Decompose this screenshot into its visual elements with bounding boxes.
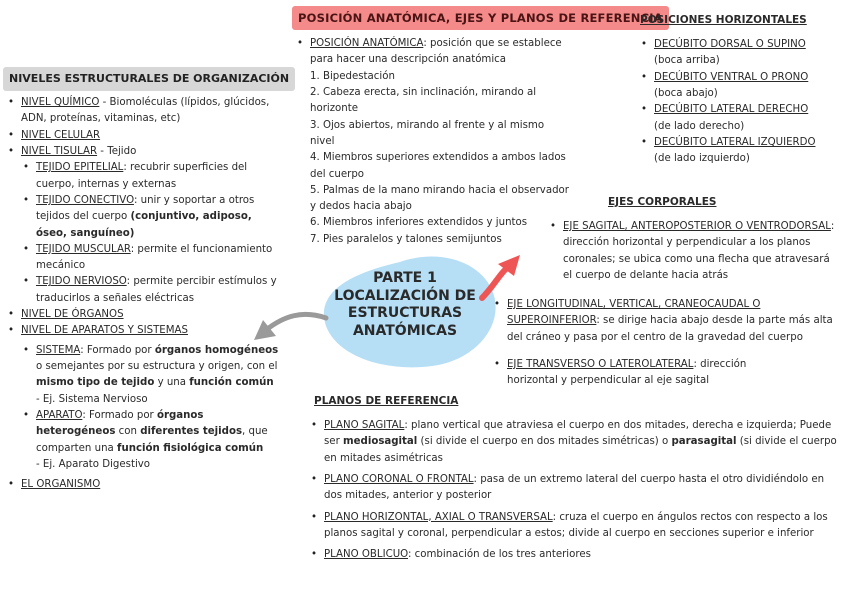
tejido-conectivo-title: TEJIDO CONECTIVO	[36, 194, 134, 206]
tejido-epitelial-title: TEJIDO EPITELIAL	[36, 162, 124, 174]
ejes-header: EJES CORPORALES	[608, 196, 717, 208]
aparato-bold-2: diferentes tejidos	[140, 426, 243, 438]
planos-list	[311, 418, 839, 564]
nivel-tisular-text: - Tejido	[97, 145, 137, 157]
tejido-muscular-text: : permite el funcionamiento mecánico	[36, 243, 273, 272]
plano-horizontal-item	[311, 510, 839, 543]
center-title-line-3: ESTRUCTURAS	[347, 305, 463, 321]
decubito-izquierdo-desc: (de lado izquierdo)	[654, 153, 750, 165]
nivel-quimico-title: NIVEL QUÍMICO	[21, 97, 100, 108]
decubito-dorsal-desc: (boca arriba)	[654, 55, 720, 67]
tejido-conectivo-text: : unir y soportar a otros tejidos del cuerpo	[36, 194, 255, 223]
center-title-line-2: LOCALIZACIÓN DE	[334, 287, 476, 304]
sistema-bold-2: mismo tipo de tejido	[36, 377, 155, 389]
decubito-ventral-desc: (boca abajo)	[654, 87, 718, 99]
posicion-step: 6. Miembros inferiores extendidos y juntos	[310, 217, 528, 229]
posicion-step: 5. Palmas de la mano mirando hacia el observador y dedos hacia abajo	[310, 184, 569, 213]
plano-coronal-item	[311, 472, 839, 505]
main-section-header: POSICIÓN ANATÓMICA, EJES Y PLANOS DE REFERENCIA	[292, 6, 669, 30]
decubito-izquierdo-title: DECÚBITO LATERAL IZQUIERDO	[654, 136, 816, 148]
center-title-line-1: PARTE 1	[373, 270, 437, 286]
posicion-anatomica-title: POSICIÓN ANATÓMICA	[310, 38, 424, 49]
tejido-nervioso-title: TEJIDO NERVIOSO	[36, 276, 127, 288]
nivel-celular-title: NIVEL CELULAR	[21, 129, 101, 141]
tejido-conectivo-types: (conjuntivo, adiposo, óseo, sanguíneo)	[36, 211, 252, 239]
eje-transverso-text: : dirección horizontal y perpendicular al eje sagital	[507, 359, 747, 387]
posicion-anatomica-text: : posición que se establece para hacer una descripción anatómica	[310, 38, 562, 66]
plano-horizontal-text: : cruza el cuerpo en ángulos rectos con respecto a los planos sagital y coronal, perpendicular a estos; divide al cuerpo en secciones superior e inferior	[324, 511, 828, 539]
posicion-step: 4. Miembros superiores extendidos a ambos lados del cuerpo	[310, 152, 566, 180]
plano-sagital-text-3: (si divide el cuerpo en mitades asimétricas	[324, 436, 837, 464]
decubito-dorsal-title: DECÚBITO DORSAL O SUPINO	[654, 39, 806, 50]
tejido-epitelial-text: : recubrir superficies del cuerpo, internas y externas	[36, 162, 248, 190]
plano-oblicuo-item	[311, 547, 839, 563]
organismo-title: EL ORGANISMO	[21, 479, 101, 491]
plano-sagital-bold-2: parasagital	[671, 436, 737, 448]
aparato-text-3: , que comparten una	[36, 426, 268, 454]
eje-transverso-title: EJE TRANSVERSO O LATEROLATERAL	[507, 359, 694, 370]
eje-longitudinal-text: : se dirige hacia abajo desde la parte más alta del cráneo y pasa por el centro de la gravedad del cuerpo	[507, 315, 833, 343]
decubito-derecho-desc: (de lado derecho)	[654, 120, 745, 132]
plano-coronal-text: : pasa de un extremo lateral del cuerpo hasta el otro dividiéndolo en dos mitades, anterior y posterior	[324, 473, 825, 502]
plano-oblicuo-title: PLANO OBLICUO	[324, 549, 408, 561]
nivel-organos-title: NIVEL DE ÓRGANOS	[21, 309, 124, 321]
sistema-title: SISTEMA	[36, 344, 81, 356]
sistema-text-1: : Formado por	[80, 344, 155, 356]
plano-coronal-title: PLANO CORONAL O FRONTAL	[324, 473, 474, 485]
plano-sagital-item	[311, 418, 839, 467]
decubito-derecho-title: DECÚBITO LATERAL DERECHO	[654, 104, 809, 116]
plano-sagital-text-2: (si divide el cuerpo en dos mitades simétricas) o	[417, 436, 672, 448]
eje-sagital-title: EJE SAGITAL, ANTEROPOSTERIOR O VENTRODORSAL	[563, 221, 831, 232]
plano-horizontal-title: PLANO HORIZONTAL, AXIAL O TRANSVERSAL	[324, 511, 553, 523]
arrow-to-niveles	[266, 314, 326, 330]
posiciones-horizontales-header: POSICIONES HORIZONTALES	[640, 14, 807, 26]
posicion-step: 3. Ojos abiertos, mirando al frente y al mismo nivel	[310, 119, 545, 147]
sistema-bold-3: función común	[189, 377, 274, 389]
aparato-text-1: : Formado por	[82, 409, 157, 421]
posicion-step: 1. Bipedestación	[310, 70, 395, 82]
nivel-tisular-title: NIVEL TISULAR	[21, 145, 98, 157]
eje-sagital-text: : dirección horizontal y perpendicular a los planos coronales; se ubica como una flecha que atravesará el cuerpo de delante hacia atrás	[563, 221, 835, 281]
sistema-example: - Ej. Sistema Nervioso	[36, 393, 148, 405]
plano-sagital-bold-1: mediosagital	[343, 436, 418, 448]
plano-sagital-title: PLANO SAGITAL	[324, 420, 405, 431]
nivel-aparatos-title: NIVEL DE APARATOS Y SISTEMAS	[21, 325, 188, 337]
sistema-bold-1: órganos homogéneos	[154, 344, 279, 356]
tejido-muscular-title: TEJIDO MUSCULAR	[36, 243, 131, 255]
planos-header: PLANOS DE REFERENCIA	[314, 395, 459, 407]
sistema-text-3: y una	[154, 377, 190, 389]
center-title-line-4: ANATÓMICAS	[352, 322, 458, 339]
plano-oblicuo-text: : combinación de los tres anteriores	[408, 549, 591, 561]
niveles-header: NIVELES ESTRUCTURALES DE ORGANIZACIÓN	[3, 67, 295, 91]
center-title	[324, 270, 486, 340]
sistema-text-2: o semejantes por su estructura y origen, con el	[36, 361, 278, 372]
eje-longitudinal-title: EJE LONGITUDINAL, VERTICAL, CRANEOCAUDAL O SUPEROINFERIOR	[507, 299, 761, 327]
aparato-bold-3: función fisiológica común	[117, 442, 264, 454]
posicion-step: 7. Pies paralelos y talones semijuntos	[310, 233, 502, 245]
aparato-title: APARATO	[36, 409, 83, 421]
plano-sagital-text-1: : plano vertical que atraviesa el cuerpo en dos mitades, derecha e izquierda; Puede ser	[324, 420, 832, 448]
nivel-quimico-text: - Biomoléculas (lípidos, glúcidos, ADN, proteínas, vitaminas, etc)	[21, 97, 270, 125]
posicion-step: 2. Cabeza erecta, sin inclinación, mirando al horizonte	[310, 86, 537, 115]
aparato-example: - Ej. Aparato Digestivo	[36, 458, 151, 470]
aparato-text-2: con	[115, 426, 141, 438]
decubito-ventral-title: DECÚBITO VENTRAL O PRONO	[654, 71, 809, 83]
tejido-nervioso-text: : permite percibir estímulos y traducirlos a señales eléctricas	[36, 276, 277, 304]
aparato-bold-1: órganos heterogéneos	[36, 409, 204, 438]
